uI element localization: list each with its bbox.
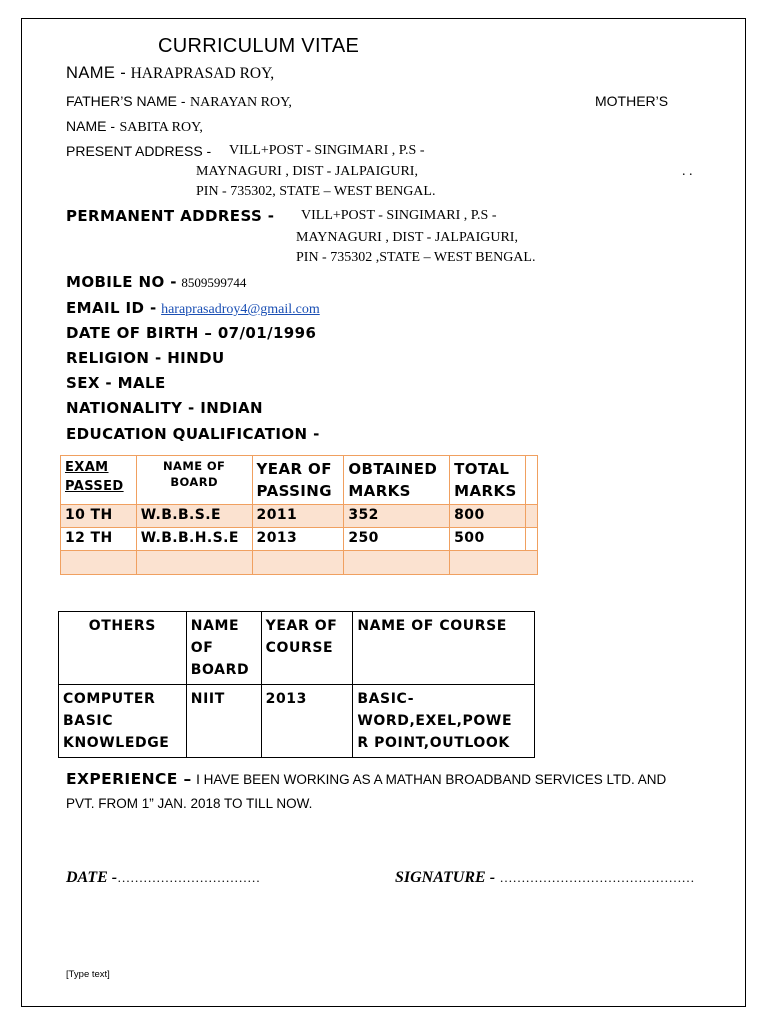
others-course-cell (353, 685, 535, 758)
permanent-address-line3: PIN - 735302 ,STATE – WEST BENGAL. (296, 250, 536, 265)
others-year-header-line2: COURSE (265, 640, 334, 656)
table-row (61, 505, 538, 528)
email-link[interactable]: haraprasadroy4@gmail.com (161, 302, 320, 317)
marks-cell: 250 (344, 528, 450, 551)
mobile-value: 8509599744 (181, 275, 247, 290)
name-line (66, 64, 274, 83)
signature-label: SIGNATURE - (395, 869, 496, 886)
sex-line: SEX - MALE (66, 374, 166, 392)
signature-line (395, 869, 694, 887)
present-address-label: PRESENT ADDRESS - (66, 143, 212, 159)
dob-line: DATE OF BIRTH – 07/01/1996 (66, 324, 317, 342)
permanent-address-label: PERMANENT ADDRESS - (66, 207, 275, 225)
exam-cell: 10 TH (61, 505, 137, 528)
spacer-cell (526, 505, 538, 528)
permanent-address-line1: VILL+POST - SINGIMARI , P.S - (301, 208, 497, 223)
signature-dots: ……………………………………… (499, 870, 695, 885)
date-line (66, 869, 260, 887)
footer-text: [Type text] (66, 969, 110, 980)
present-address-line1: VILL+POST - SINGIMARI , P.S - (229, 143, 425, 158)
year-passing-header (252, 456, 344, 505)
experience-label: EXPERIENCE – (66, 770, 192, 788)
others-board-header-line1: NAME (190, 618, 240, 634)
marks-header-line1: OBTAINED (348, 460, 438, 478)
total-header-line2: MARKS (454, 482, 517, 500)
email-line (66, 299, 320, 318)
skill-line3: KNOWLEDGE (63, 735, 170, 751)
empty-cell (450, 551, 538, 575)
date-label: DATE - (66, 869, 118, 886)
present-address-line2: MAYNAGURI , DIST - JALPAIGURI, (196, 164, 418, 179)
course-line3: R POINT,OUTLOOK (357, 735, 510, 751)
education-label: EDUCATION QUALIFICATION - (66, 425, 320, 443)
obtained-marks-header (344, 456, 450, 505)
marks-header-line2: MARKS (348, 482, 411, 500)
empty-cell (136, 551, 252, 575)
course-line1: BASIC- (357, 691, 415, 707)
present-address-line3: PIN - 735302, STATE – WEST BENGAL. (196, 184, 436, 199)
year-cell: 2013 (252, 528, 344, 551)
mobile-line (66, 273, 246, 292)
document-title: CURRICULUM VITAE (158, 35, 360, 57)
year-cell: 2011 (252, 505, 344, 528)
others-course-header: NAME OF COURSE (353, 612, 535, 685)
others-board-header-line2: OF (190, 640, 214, 656)
education-header-row (61, 456, 538, 505)
father-line (66, 93, 292, 111)
name-value: HARAPRASAD ROY, (130, 65, 275, 82)
experience-line1 (66, 770, 666, 789)
spacer-cell (526, 528, 538, 551)
mother-label: NAME - (66, 118, 115, 134)
spacer-cell (526, 456, 538, 505)
skill-line1: COMPUTER (63, 691, 156, 707)
mother-label-line1: MOTHER’S (595, 93, 669, 109)
permanent-address-line2: MAYNAGURI , DIST - JALPAIGURI, (296, 230, 518, 245)
others-board-header-line3: BOARD (190, 662, 250, 678)
table-row-empty (61, 551, 538, 575)
mobile-label: MOBILE NO - (66, 273, 177, 291)
empty-cell (344, 551, 450, 575)
others-table (58, 611, 535, 758)
board-header (136, 456, 252, 505)
others-year-cell: 2013 (261, 685, 353, 758)
total-header-line1: TOTAL (454, 460, 510, 478)
father-label: FATHER’S NAME - (66, 93, 186, 109)
board-cell: W.B.B.H.S.E (136, 528, 252, 551)
course-line2: WORD,EXEL,POWE (357, 713, 513, 729)
exam-passed-header (61, 456, 137, 505)
others-header-row (59, 612, 535, 685)
others-year-header-line1: YEAR OF (265, 618, 338, 634)
father-value: NARAYAN ROY, (189, 95, 292, 110)
others-skill-cell (59, 685, 187, 758)
board-header-line2: BOARD (170, 475, 218, 489)
total-cell: 500 (450, 528, 526, 551)
nationality-line: NATIONALITY - INDIAN (66, 399, 263, 417)
others-board-header (186, 612, 261, 685)
skill-line2: BASIC (63, 713, 114, 729)
exam-header-line2: PASSED (65, 479, 124, 494)
marks-cell: 352 (344, 505, 450, 528)
board-cell: W.B.B.S.E (136, 505, 252, 528)
others-year-header (261, 612, 353, 685)
table-row (59, 685, 535, 758)
mother-line (66, 118, 203, 136)
experience-text-line2: PVT. FROM 1” JAN. 2018 TO TILL NOW. (66, 796, 313, 811)
experience-text-line1: I HAVE BEEN WORKING AS A MATHAN BROADBAND SERVICES LTD. AND (196, 772, 667, 787)
mother-value: SABITA ROY, (119, 120, 203, 135)
empty-cell (252, 551, 344, 575)
exam-cell: 12 TH (61, 528, 137, 551)
name-label: NAME - (66, 64, 127, 82)
others-board-cell: NIIT (186, 685, 261, 758)
table-row (61, 528, 538, 551)
email-label: EMAIL ID - (66, 299, 157, 317)
others-header: OTHERS (59, 612, 187, 685)
education-table (60, 455, 538, 575)
year-header-line1: YEAR OF (256, 460, 332, 478)
board-header-line1: NAME OF (163, 459, 226, 473)
total-cell: 800 (450, 505, 526, 528)
present-address-dots: . . (682, 164, 693, 179)
religion-line: RELIGION - HINDU (66, 349, 225, 367)
exam-header-line1: EXAM (65, 460, 109, 475)
date-dots: …………………………… (117, 870, 261, 885)
year-header-line2: PASSING (256, 482, 332, 500)
total-marks-header (450, 456, 526, 505)
empty-cell (61, 551, 137, 575)
